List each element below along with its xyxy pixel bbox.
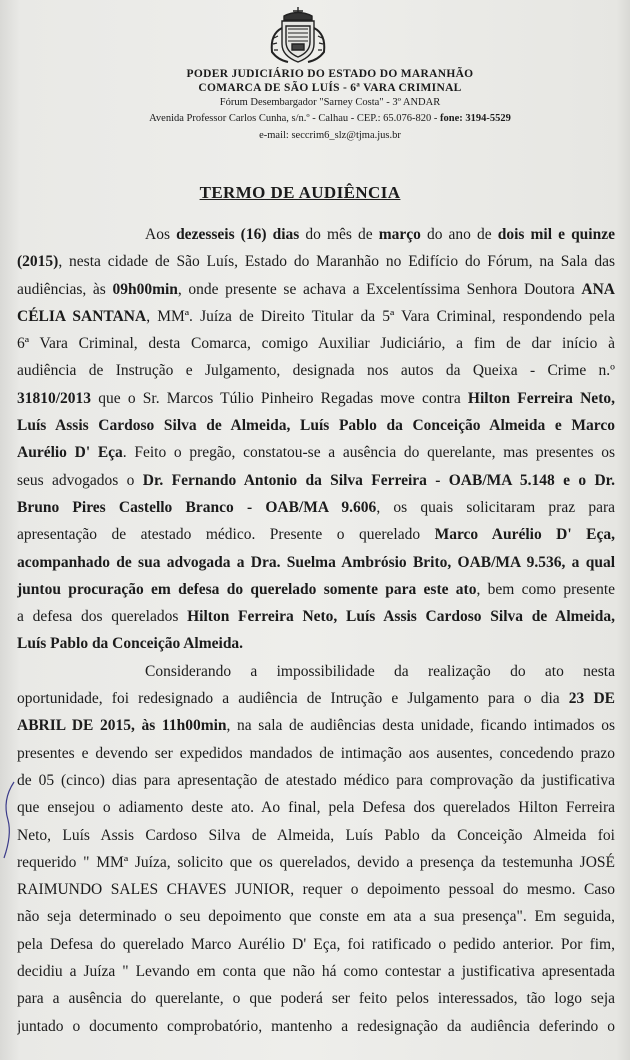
body-line: acompanhado de sua advogada a Dra. Suelma Ambrósio Brito, OAB/MA 9.536, a qual: [17, 553, 615, 571]
address-line: [60, 113, 600, 124]
body-line: juntado o documento comprobatório, mantenho a redesignação da audiência deferindo o: [17, 1017, 615, 1035]
body-line: 31810/2013 que o Sr. Marcos Túlio Pinheiro Regadas move contra Hilton Ferreira Neto,: [17, 389, 615, 407]
body-line: ABRIL DE 2015, às 11h00min, na sala de audiências desta unidade, ficando intimados os: [17, 717, 615, 735]
body-line: Aos dezesseis (16) dias do mês de março do ano de dois mil e quinze: [145, 226, 615, 243]
court-division: COMARCA DE SÃO LUÍS - 6ª VARA CRIMINAL: [198, 82, 462, 94]
body-line: Luís Assis Cardoso Silva de Almeida, Luís Pablo da Conceição Almeida e Marco: [17, 417, 615, 435]
body-line: audiência de Instrução e Julgamento, designada nos autos da Queixa - Crime n.º: [17, 362, 615, 380]
body-line: presentes e devendo ser expedidos mandados de intimação aos ausentes, concedendo prazo: [17, 744, 615, 762]
body-line: Bruno Pires Castello Branco - OAB/MA 9.606, os quais solicitaram praz para: [17, 498, 615, 516]
body-line: de 05 (cinco) dias para apresentação de atestado médico para comprovação da justificativa: [17, 771, 615, 789]
phone: fone: 3194-5529: [440, 113, 511, 124]
address: Avenida Professor Carlos Cunha, s/n.º - Calhau - CEP.: 65.076-820 -: [149, 113, 441, 124]
body-line: CÉLIA SANTANA, MMª. Juíza de Direito Titular da 5ª Vara Criminal, respondendo pela: [17, 307, 615, 325]
body-line: não seja determinado o seu depoimento que conste em ata a sua presença". Em seguida,: [17, 908, 615, 926]
document-title: TERMO DE AUDIÊNCIA: [199, 183, 401, 202]
body-line: juntou procuração em defesa do querelado somente para este ato, bem como presente: [17, 580, 615, 598]
body-line: RAIMUNDO SALES CHAVES JUNIOR, requer o depoimento pessoal do mesmo. Caso: [17, 881, 615, 899]
body-line: (2015), nesta cidade de São Luís, Estado do Maranhão no Edifício do Fórum, na Sala das: [17, 253, 615, 271]
body-line: Aurélio D' Eça. Feito o pregão, constatou-se a ausência do querelante, mas presentes os: [17, 444, 615, 462]
body-line: Luís Pablo da Conceição Almeida.: [17, 635, 244, 653]
email-line: e-mail: seccrim6_slz@tjma.jus.br: [259, 130, 401, 141]
body-line: pela Defesa do querelado Marco Aurélio D' Eça, foi ratificado o pedido anterior. Por fim,: [17, 935, 615, 953]
body-line: decidiu a Juíza " Levando em conta que não há como contestar a justificativa apresentada: [17, 963, 615, 981]
forum-name: Fórum Desembargador "Sarney Costa" - 3º ANDAR: [219, 97, 441, 108]
court-name: PODER JUDICIÁRIO DO ESTADO DO MARANHÃO: [186, 68, 474, 80]
body-line: 6ª Vara Criminal, desta Comarca, comigo Auxiliar Judiciário, a fim de dar início à: [17, 335, 615, 353]
body-line: a defesa dos querelados Hilton Ferreira Neto, Luís Assis Cardoso Silva de Almeida,: [17, 608, 615, 626]
body-line: Neto, Luís Assis Cardoso Silva de Almeida, Luís Pablo da Conceição Almeida foi: [17, 826, 615, 844]
body-line: oportunidade, foi redesignado a audiência de Intrução e Julgamento para o dia 23 DE: [17, 690, 615, 708]
body-line: Considerando a impossibilidade da realização do ato nesta: [145, 662, 615, 680]
body-line: que ensejou o adiamento deste ato. Ao final, pela Defesa dos querelados Hilton Ferreira: [17, 799, 615, 817]
body-line: apresentação de atestado médico. Presente o querelado Marco Aurélio D' Eça,: [17, 526, 615, 544]
body-line: para a ausência do querelante, o que poderá ser feito pelos interessados, tão logo seja: [17, 990, 615, 1008]
margin-pen-mark: [0, 780, 20, 860]
body-line: seus advogados o Dr. Fernando Antonio da Silva Ferreira - OAB/MA 5.148 e o Dr.: [17, 471, 615, 489]
page-edge-shadow: [616, 0, 630, 1060]
coat-of-arms-icon: [262, 4, 334, 66]
document-body: [17, 221, 615, 1040]
body-line: requerido " MMª Juíza, solicito que os querelados, devido a presença da testemunha JOSÉ: [17, 853, 615, 871]
body-line: audiências, às 09h00min, onde presente se achava a Excelentíssima Senhora Doutora ANA: [17, 280, 615, 298]
